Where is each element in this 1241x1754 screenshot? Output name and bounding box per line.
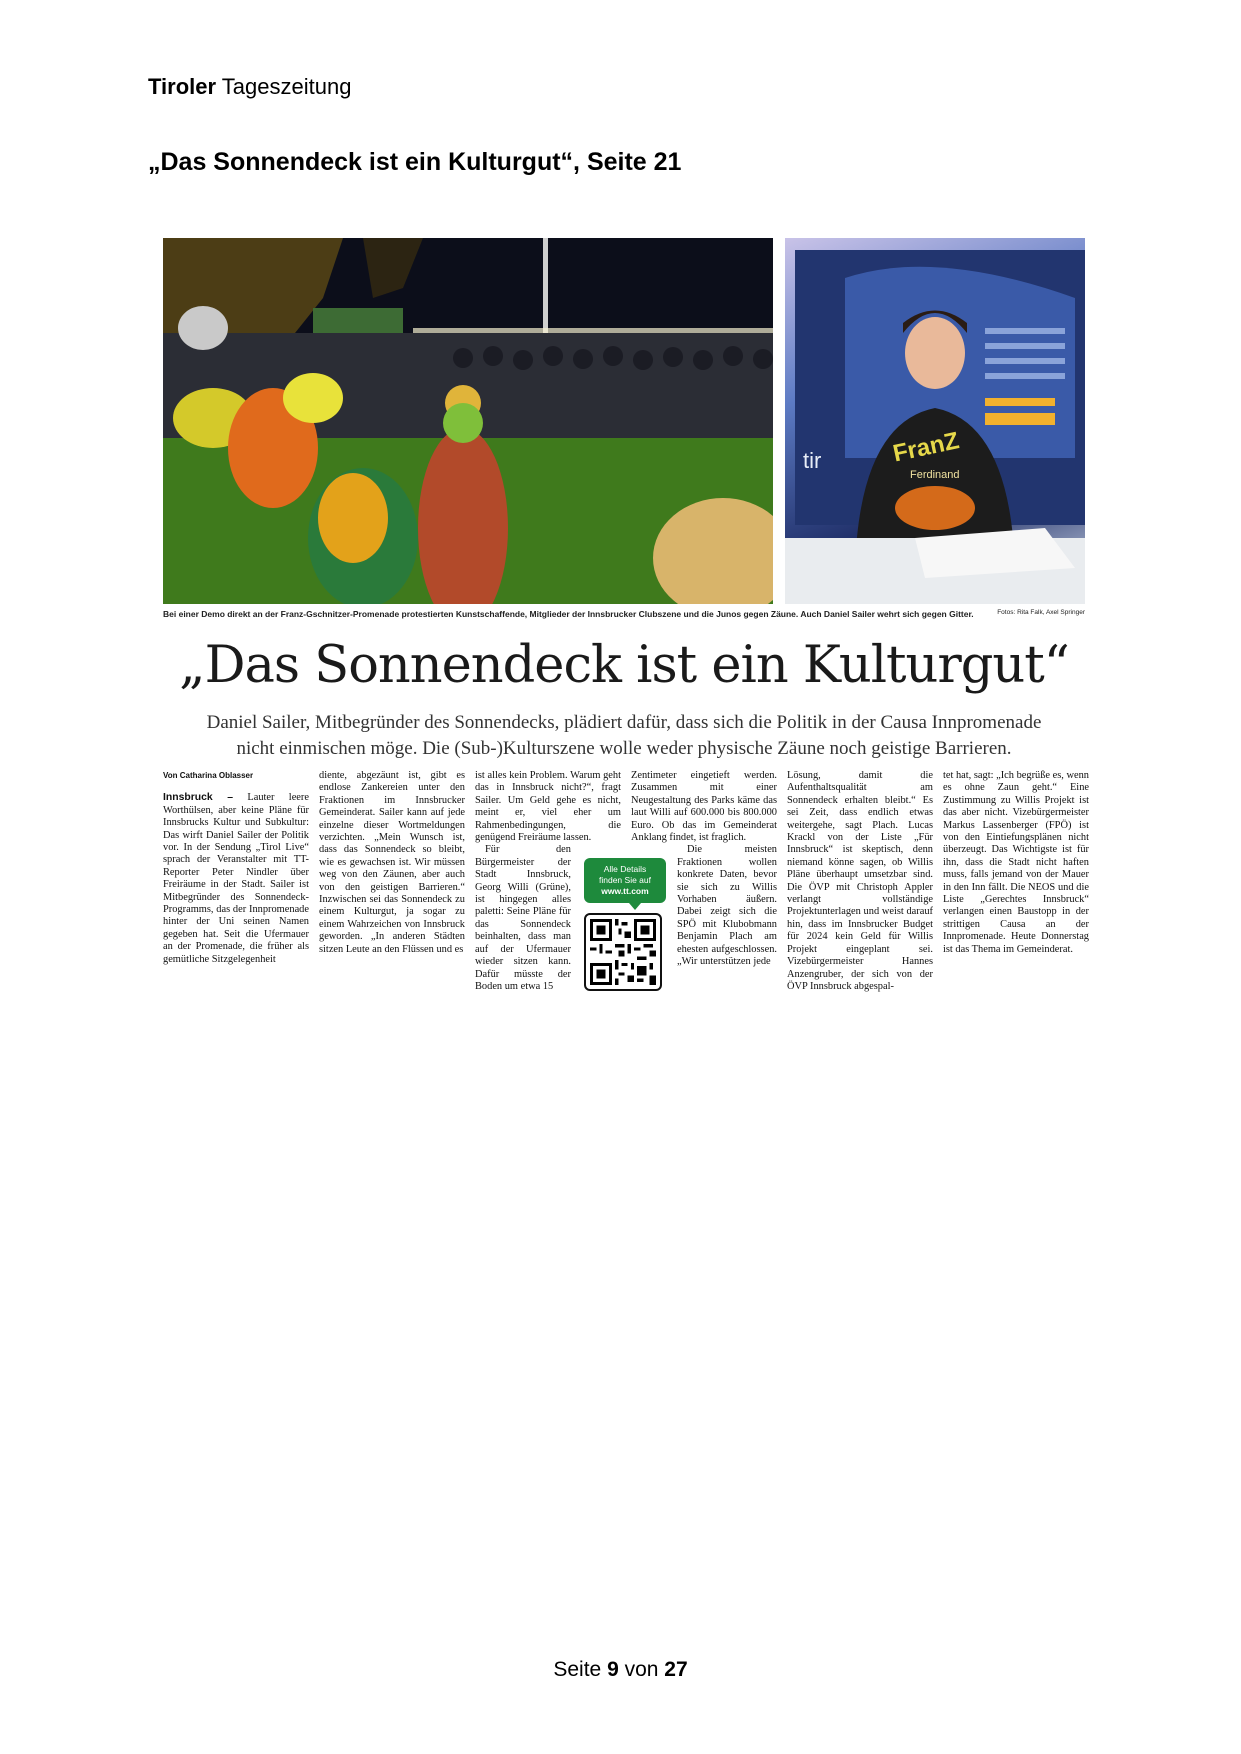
photo-credit: Fotos: Rita Falk, Axel Springer xyxy=(997,609,1085,616)
studio-photo xyxy=(785,238,1085,604)
footer-middle: von xyxy=(624,1658,659,1681)
page-footer xyxy=(0,1658,1241,1682)
studio-sign-text: tir xyxy=(803,448,822,473)
shirt-text: FranZ xyxy=(890,427,962,468)
column-3b-text: Für den Bürgermeister der Stadt Innsbruck, Georg Willi (Grüne), ist hingegen alles paletti: Seine Pläne für das Sonnendeck beinhalten, dass man auf der Ufermauer wieder sitzen kann. Dafür müsste der Boden um etwa 15 xyxy=(475,844,571,992)
column-2-text: diente, abgezäunt ist, gibt es endlose Zankereien unter den Fraktionen im Innsbrucker Gemeinderat. Sailer kann auf jede einzelne dieser Wortmeldungen verzichten. „Mein Wunsch ist, dass das Sonnendeck so bleibt, wie es gewachsen ist. Wir müssen weg von den Zäunen, aber auch von den geistigen Barrieren.“ Inzwischen sei das Sonnendeck zu einem Kulturgut, ja sogar zu einem Wahrzeichen von Innsbruck geworden. „In anderen Städten sitzen Leute an den Flüssen und es xyxy=(319,770,465,955)
newspaper-clipping xyxy=(163,238,1089,998)
subtitle-line-1: Daniel Sailer, Mitbegründer des Sonnendecks, plädiert dafür, dass sich die Politik in der Causa Innpromenade xyxy=(206,712,1042,733)
column-1 xyxy=(163,770,309,966)
column-1-text: Lauter leere Worthülsen, aber keine Pläne für Innsbrucks Kultur und Subkultur: Das wirft Daniel Sailer der Politik vor. In der Sendung „Tirol Live“ sprach der Veranstalter mit TT-Reporter Peter Nindler über Freiräume in der Stadt. Sailer ist Mitbegründer des Sonnendeck-Programms, das der Innpromenade hinter der Uni seinen Namen gegeben hat. Seit die Ufermauer an der Promenade, die früher als gemütliche Sitzgelegenheit xyxy=(163,792,309,965)
promo-line-1: Alle Details xyxy=(603,864,647,874)
demo-photo xyxy=(163,238,773,604)
masthead xyxy=(148,74,351,100)
footer-page-number: 9 xyxy=(607,1658,619,1681)
article-title: „Das Sonnendeck ist ein Kulturgut“ xyxy=(179,636,1069,695)
dateline: Innsbruck – xyxy=(163,792,234,804)
column-5-text: Lösung, damit die Aufenthaltsqualität am Sonnendeck erhalten bleibt.“ Es sei Zeit, dass endlich etwas weitergehe, sagt Plach. Lucas Krackl von der Liste „Für Innsbruck“ ist skeptisch, denn niemand könne sagen, ob Willis Pläne überhaupt umsetzbar sind. Die ÖVP mit Christoph Appler verlangt vollständige Projektunterlagen und weist darauf hin, dass im Innsbrucker Budget für 2024 kein Geld für Willis Projekt eingeplant sei. Vizebürgermeister Hannes Anzengruber, der sich von der ÖVP Innsbruck abgespal- xyxy=(787,770,933,992)
column-2 xyxy=(319,770,465,956)
byline: Von Catharina Oblasser xyxy=(163,771,254,780)
footer-prefix: Seite xyxy=(553,1658,602,1681)
column-3a-text: ist alles kein Problem. Warum geht das in Innsbruck nicht?“, fragt Sailer. Um Geld gehe es nicht, meint er, viel eher um Rahmenbedingungen, die genügend Freiräume lassen. xyxy=(475,770,621,844)
column-6 xyxy=(943,770,1089,956)
column-5 xyxy=(787,770,933,993)
caption-text: Bei einer Demo direkt an der Franz-Gschnitzer-Promenade protestierten Kunstschaffende, Mitglieder der Innsbrucker Clubszene und die Junos gegen Zäune. Auch Daniel Sailer wehrt sich gegen Gitter. xyxy=(163,609,974,619)
demo-crowd-illustration xyxy=(163,238,773,604)
footer-page-total: 27 xyxy=(664,1658,688,1681)
article-body xyxy=(163,770,1089,1000)
promo-tag xyxy=(584,858,666,903)
brand-rest: Tageszeitung xyxy=(221,74,352,99)
column-4a-text: Zentimeter eingetieft werden. Zusammen mit einer Neugestaltung des Parks käme das laut Willi auf 600.000 bis 800.000 Euro. Ob das im Gemeinderat Anklang findet, ist fraglich. xyxy=(631,770,777,844)
photo-caption xyxy=(163,609,1085,619)
column-6-text: tet hat, sagt: „Ich begrüße es, wenn es ohne Zaun geht.“ Eine Zustimmung zu Willis Projekt ist das aber nicht. Vizebürgermeister Markus Lassenberger (FPÖ) ist von den Eintiefungsplänen nicht überzeugt. Das Wichtigste ist für ihn, dass die Stadt nicht haften muss, falls jemand von der Mauer in den Inn fällt. Die NEOS und die Liste „Gerechtes Innsbruck“ verlangen einen Baustopp in der strittigen Causa an der Innpromenade. Heute Donnerstag ist das Thema im Gemeinderat. xyxy=(943,770,1089,955)
promo-line-2: finden Sie auf xyxy=(599,875,651,885)
article-subtitle xyxy=(163,710,1085,762)
shirt-subtext: Ferdinand xyxy=(910,469,960,481)
article-reference: „Das Sonnendeck ist ein Kulturgut“, Seite 21 xyxy=(148,148,682,176)
qr-code-icon[interactable] xyxy=(584,913,662,991)
subtitle-line-2: nicht einmischen möge. Die (Sub-)Kulturszene wolle weder physische Zäune noch geistige Barrieren. xyxy=(236,738,1012,759)
promo-url: www.tt.com xyxy=(601,886,649,896)
studio-illustration xyxy=(785,238,1085,604)
tt-promo-box xyxy=(584,858,666,1004)
brand-bold: Tiroler xyxy=(148,74,217,99)
column-4b-text: Die meisten Fraktionen wollen konkrete Daten, bevor sie sich zu Willis Vorhaben äußern. Dabei zeigt sich die SPÖ mit Klubobmann Benjamin Plach am ehesten aufgeschlossen. „Wir unterstützen jede xyxy=(677,844,777,968)
